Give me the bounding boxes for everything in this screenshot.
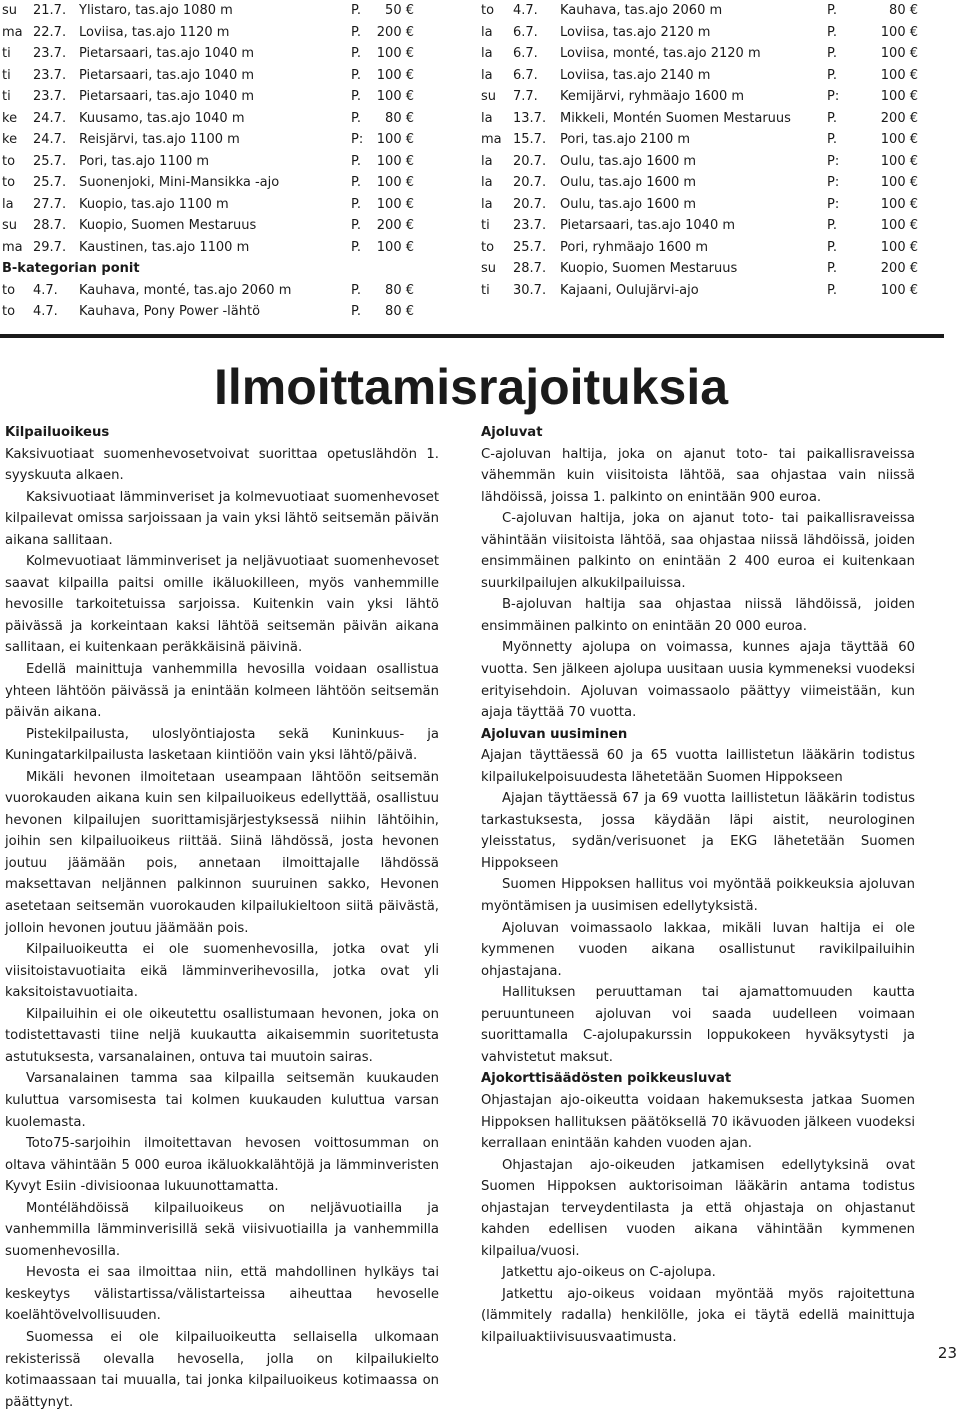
race-date: 25.7. (513, 239, 547, 255)
schedule-row (481, 258, 921, 280)
race-description: Pietarsaari, tas.ajo 1040 m (560, 218, 736, 233)
race-day: to (2, 304, 16, 319)
prize-prefix: P: (827, 196, 840, 212)
race-day: ti (2, 89, 11, 104)
prize-prefix: P: (351, 132, 364, 147)
prize-prefix: P: (827, 153, 840, 169)
paragraph: Kilpailuihin ei ole oikeutettu osallistumaan hevonen, joka on todistettavasti tiine neljä kuukautta aikaisemmin suoritetusta astutuksesta, varsanalainen, ontuva tai muutoin sairas. (5, 1006, 439, 1065)
race-date: 23.7. (513, 218, 547, 233)
prize-prefix: P. (351, 24, 361, 40)
race-description: Pietarsaari, tas.ajo 1040 m (79, 89, 255, 104)
paragraph: Jatkettu ajo-oikeus on C-ajolupa. (502, 1265, 716, 1281)
category-heading-text: B-kategorian ponit (2, 261, 140, 276)
race-day: la (481, 175, 493, 190)
section-heading: Kilpailuoikeus (5, 425, 110, 440)
prize-prefix: P. (827, 24, 837, 40)
race-day: su (2, 218, 18, 233)
prize-amount: 200 € (880, 261, 918, 276)
paragraph: Hallituksen peruuttaman tai ajamattomuuden kautta peruuntuneen ajoluvan voi saada uudelleen voimaan suorittamalla C-ajolupakurssin loppukokeen hyväksytysti ja vahvistetut maksut. (481, 985, 915, 1065)
schedule-row (2, 22, 422, 44)
paragraph: Kaksivuotiaat lämminveriset ja kolmevuotiaat suomenhevoset kilpailevat omissa sarjoissaan ja vain yksi lähtö seitsemän päivän aikana sallitaan. (5, 489, 439, 548)
race-date: 20.7. (513, 153, 547, 169)
race-day: la (481, 46, 493, 61)
schedule-row (481, 172, 921, 194)
schedule-row (481, 215, 921, 237)
race-date: 23.7. (33, 46, 67, 61)
prize-prefix: P. (827, 218, 837, 233)
race-day: ti (2, 46, 11, 61)
section-heading: Ajoluvat (481, 425, 543, 440)
prize-amount: 100 € (880, 24, 918, 40)
race-description: Kaustinen, tas.ajo 1100 m (79, 239, 250, 255)
prize-amount: 100 € (880, 153, 918, 169)
race-day: to (2, 282, 16, 298)
race-date: 22.7. (33, 24, 67, 40)
race-description: Kauhava, tas.ajo 2060 m (560, 3, 723, 18)
prize-prefix: P. (351, 89, 361, 104)
section-heading: Ajokorttisäädösten poikkeusluvat (481, 1071, 732, 1087)
race-description: Kauhava, monté, tas.ajo 2060 m (79, 282, 292, 298)
race-day: ti (481, 282, 490, 298)
race-description: Kuusamo, tas.ajo 1040 m (79, 110, 245, 126)
prize-amount: 100 € (376, 239, 414, 255)
paragraph: Ajajan täyttäessä 60 ja 65 vuotta laillistetun lääkärin todistus kilpailukelpoisuudesta lähetetään Suomen Hippokseen (481, 748, 915, 785)
schedule-left (2, 0, 422, 323)
paragraph: Toto75-sarjoihin ilmoitettavan hevosen voittosumman on oltava vähintään 5 000 euroa ikäluokkalähtöjä ja lämminveristen Kyvyt Esiin -divisioonaa lukuunottamatta. (5, 1136, 439, 1195)
section-divider (0, 334, 944, 338)
prize-amount: 200 € (376, 24, 414, 40)
race-day: la (481, 67, 493, 83)
race-day: su (481, 261, 497, 276)
race-description: Kuopio, Suomen Mestaruus (79, 218, 257, 233)
prize-amount: 100 € (376, 46, 414, 61)
race-description: Loviisa, tas.ajo 1120 m (79, 24, 230, 40)
prize-amount: 100 € (376, 67, 414, 83)
race-date: 15.7. (513, 132, 547, 147)
race-date: 25.7. (33, 153, 67, 169)
schedule-row (2, 108, 422, 130)
race-date: 20.7. (513, 196, 547, 212)
race-date: 6.7. (513, 67, 538, 83)
paragraph: Suomen Hippoksen hallitus voi myöntää poikkeuksia ajoluvan myöntämisen ja uusimisen edellytyksistä. (481, 877, 915, 915)
prize-prefix: P. (827, 132, 837, 147)
category-heading (2, 258, 422, 280)
paragraph: Ohjastajan ajo-oikeuden jatkamisen edellytyksinä ovat Suomen Hippoksen auktorisoiman lääkärin antama todistus ohjastajan terveydentilasta ja että ohjastaja on ohjastanut kahden edellisen vuoden aikana vähintään kymmenen kilpailua/vuosi. (481, 1157, 915, 1259)
race-description: Pietarsaari, tas.ajo 1040 m (79, 46, 255, 61)
article-column-right (481, 422, 915, 1349)
schedule-row (481, 65, 921, 87)
race-description: Kajaani, Oulujärvi-ajo (560, 282, 699, 298)
race-day: to (2, 153, 16, 169)
prize-amount: 100 € (880, 196, 918, 212)
prize-amount: 100 € (376, 89, 414, 104)
race-description: Ylistaro, tas.ajo 1080 m (79, 3, 233, 18)
race-day: ke (2, 132, 18, 147)
race-description: Kuopio, tas.ajo 1100 m (79, 196, 229, 212)
paragraph: Mikäli hevonen ilmoitetaan useampaan lähtöön seitsemän vuorokauden aikana kuin sen kilpailuoikeus edellyttää, osallistuu hevonen kilpailujen suorittamisjärjestyksessä niihin lähtöihin, joihin sen kilpailuoikeus riittää. Siinä lähdössä, josta hevonen joutuu jäämään pois, annetaan ilmoittajalle lähdössä maksettavan neljännen palkinnon suuruinen sakko, Hevonen asetetaan seitsemän vuorokauden kilpailukieltoon siitä päivästä, jolloin hevonen joutuu jäämään pois. (5, 769, 439, 936)
race-description: Loviisa, tas.ajo 2140 m (560, 67, 711, 83)
schedule-row (2, 172, 422, 194)
race-date: 6.7. (513, 24, 538, 40)
race-day: to (2, 175, 16, 190)
race-description: Loviisa, monté, tas.ajo 2120 m (560, 46, 761, 61)
race-description: Pori, ryhmäajo 1600 m (560, 239, 709, 255)
race-day: ma (2, 239, 23, 255)
page-number: 23 (937, 1344, 957, 1362)
race-description: Kuopio, Suomen Mestaruus (560, 261, 738, 276)
paragraph: Myönnetty ajolupa on voimassa, kunnes ajaja täyttää 60 vuotta. Sen jälkeen ajolupa uusitaan uusia kymmeneksi vuodeksi erityisehdoin. Ajoluvan voimassaolo päättyy viimeistään, kun ajaja täyttää 70 vuotta. (481, 640, 915, 721)
race-description: Kauhava, Pony Power -lähtö (79, 304, 261, 319)
schedule-row (481, 237, 921, 259)
race-date: 21.7. (33, 3, 67, 18)
prize-prefix: P. (827, 261, 837, 276)
race-description: Oulu, tas.ajo 1600 m (560, 153, 697, 169)
prize-amount: 100 € (880, 175, 918, 190)
race-date: 23.7. (33, 89, 67, 104)
prize-amount: 100 € (880, 282, 918, 298)
schedule-row (2, 0, 422, 22)
schedule-row (481, 0, 921, 22)
race-day: to (481, 3, 495, 18)
paragraph: Edellä mainittuja vanhemmilla hevosilla voidaan osallistua yhteen lähtöön päivässä ja enintään kolmeen lähtöön seitsemän päivän aikana. (5, 662, 439, 721)
prize-amount: 200 € (880, 110, 918, 126)
prize-amount: 100 € (376, 196, 414, 212)
prize-prefix: P. (827, 282, 837, 298)
section-heading: Ajoluvan uusiminen (481, 726, 628, 742)
schedule-row (481, 86, 921, 108)
schedule-row (2, 129, 422, 151)
race-description: Oulu, tas.ajo 1600 m (560, 196, 697, 212)
race-day: ma (2, 24, 23, 40)
race-description: Pietarsaari, tas.ajo 1040 m (79, 67, 255, 83)
race-day: la (481, 153, 493, 169)
prize-amount: 80 € (889, 3, 918, 18)
prize-prefix: P. (351, 110, 361, 126)
race-date: 27.7. (33, 196, 67, 212)
paragraph: Hevosta ei saa ilmoittaa niin, että mahdollinen hylkäys tai keskeytys välistartissa/välistarteissa aiheuttaa hevoselle koelähtövelvollisuuden. (5, 1265, 439, 1324)
schedule-row (2, 151, 422, 173)
schedule-row (481, 151, 921, 173)
prize-prefix: P. (351, 282, 361, 298)
paragraph: Suomessa ei ole kilpailuoikeutta sellaisella ulkomaan rekisterissä olevalla hevosella, jolla on kilpailukielto kotimaassaan tai muualla, tai jonka kilpailuoikeus kotimaassa on päättynyt. (5, 1329, 439, 1410)
article-title: Ilmoittamisrajoituksia (214, 359, 729, 415)
schedule-row (481, 280, 921, 302)
paragraph: Ajoluvan voimassaolo lakkaa, mikäli luvan haltija ei ole kymmenen vuoden aikana osallistunut ravikilpailuihin ohjastajana. (481, 920, 915, 979)
race-date: 20.7. (513, 175, 547, 190)
race-date: 4.7. (33, 282, 58, 298)
schedule-row (2, 301, 422, 323)
schedule-row (2, 280, 422, 302)
prize-amount: 200 € (376, 218, 414, 233)
prize-amount: 80 € (385, 304, 414, 319)
schedule-row (2, 194, 422, 216)
race-description: Mikkeli, Montén Suomen Mestaruus (560, 110, 791, 126)
prize-prefix: P. (827, 46, 837, 61)
race-date: 28.7. (33, 218, 67, 233)
prize-prefix: P. (351, 175, 361, 190)
race-date: 24.7. (33, 110, 67, 126)
prize-prefix: P. (351, 239, 361, 255)
race-day: su (2, 3, 18, 18)
prize-amount: 100 € (880, 46, 918, 61)
prize-prefix: P. (351, 304, 361, 319)
schedule-row (481, 22, 921, 44)
race-day: to (481, 239, 495, 255)
paragraph: Pistekilpailusta, uloslyöntiajosta sekä Kuninkuus- ja Kuningatarkilpailusta lasketaan kiintiöön vain yksi lähtö/päivä. (5, 726, 439, 764)
prize-amount: 100 € (880, 239, 918, 255)
race-description: Pori, tas.ajo 1100 m (79, 153, 210, 169)
prize-prefix: P. (351, 218, 361, 233)
race-day: su (481, 89, 497, 104)
schedule-row (2, 237, 422, 259)
race-day: la (2, 196, 14, 212)
race-date: 28.7. (513, 261, 547, 276)
prize-amount: 50 € (385, 3, 414, 18)
race-date: 25.7. (33, 175, 67, 190)
schedule-row (2, 215, 422, 237)
race-description: Oulu, tas.ajo 1600 m (560, 175, 697, 190)
article-column-left (5, 422, 439, 1413)
paragraph: C-ajoluvan haltija, joka on ajanut toto- tai paikallisraveissa vähintään viisitoista lähtöä, saa ohjastaa niissä lähdöissä, joiden ensimmäinen palkinto on enintään 2 400 euroa ei kuitenkaan suurkilpailujen alkukilpailuissa. (481, 511, 915, 591)
race-date: 23.7. (33, 67, 67, 83)
schedule-right (481, 0, 921, 301)
paragraph: Kaksivuotiaat suomenhevosetvoivat suorittaa opetuslähdön 1. syyskuuta alkaen. (5, 446, 439, 484)
prize-amount: 100 € (880, 89, 918, 104)
schedule-row (2, 65, 422, 87)
race-day: ti (481, 218, 490, 233)
prize-amount: 100 € (376, 175, 414, 190)
race-description: Reisjärvi, tas.ajo 1100 m (79, 132, 240, 147)
prize-amount: 100 € (880, 218, 918, 233)
race-date: 29.7. (33, 239, 67, 255)
prize-prefix: P. (827, 3, 837, 18)
race-date: 13.7. (513, 110, 547, 126)
prize-prefix: P. (351, 196, 361, 212)
race-date: 6.7. (513, 46, 538, 61)
race-day: la (481, 24, 493, 40)
schedule-row (481, 43, 921, 65)
prize-prefix: P. (351, 3, 361, 18)
prize-prefix: P. (827, 239, 837, 255)
paragraph: Ohjastajan ajo-oikeutta voidaan hakemuksesta jatkaa Suomen Hippoksen hallituksen päätöksellä 70 ikävuoden jälkeen vuodeksi kerrallaan enintään kahden vuoden ajan. (481, 1092, 915, 1152)
race-date: 4.7. (33, 304, 58, 319)
race-description: Suonenjoki, Mini-Mansikka -ajo (79, 175, 280, 190)
prize-prefix: P. (827, 110, 837, 126)
prize-amount: 80 € (385, 282, 414, 298)
race-day: ke (2, 110, 18, 126)
prize-amount: 80 € (385, 110, 414, 126)
prize-prefix: P. (351, 46, 361, 61)
race-day: la (481, 110, 493, 126)
race-date: 30.7. (513, 282, 547, 298)
race-description: Loviisa, tas.ajo 2120 m (560, 24, 711, 40)
race-date: 4.7. (513, 3, 538, 18)
prize-prefix: P. (827, 67, 837, 83)
paragraph: Kolmevuotiaat lämminveriset ja neljävuotiaat suomenhevoset saavat kilpailla paitsi omille ikäluokilleen, myös vanhemmille hevosille tarkoitetuissa sarjoissa. Kuitenkin vain yksi lähtö päivässä ja korkeintaan kaksi lähtöä seitsemän päivän aikana sallitaan, ei kuitenkaan peräkkäisinä päivinä. (5, 554, 439, 656)
prize-amount: 100 € (376, 153, 414, 169)
paragraph: Jatkettu ajo-oikeus voidaan myöntää myös rajoitettuna (lämmitely radalla) henkilölle, joka ei täytä edellä mainittuja kilpailuaktiivisuusvaatimusta. (481, 1286, 915, 1345)
schedule-row (481, 194, 921, 216)
paragraph: Montélähdöissä kilpailuoikeus on neljävuotiailla ja vanhemmilla lämminverisillä sekä viisivuotiailla ja vanhemmilla suomenhevosilla. (5, 1200, 439, 1259)
prize-amount: 100 € (880, 132, 918, 147)
prize-prefix: P. (351, 67, 361, 83)
race-day: ti (2, 67, 11, 83)
paragraph: B-ajoluvan haltija saa ohjastaa niissä lähdöissä, joiden ensimmäinen palkinto on enintään 20 000 euroa. (481, 597, 915, 634)
race-description: Pori, tas.ajo 2100 m (560, 132, 691, 147)
schedule-row (2, 43, 422, 65)
race-description: Kemijärvi, ryhmäajo 1600 m (560, 89, 745, 104)
prize-amount: 100 € (880, 67, 918, 83)
prize-prefix: P: (827, 175, 840, 190)
paragraph: Varsanalainen tamma saa kilpailla seitsemän kuukauden kuluttua varsomisesta tai kolmen kuukauden kuluttua varsan kuolemasta. (5, 1071, 439, 1130)
prize-prefix: P: (827, 89, 840, 104)
paragraph: C-ajoluvan haltija, joka on ajanut toto- tai paikallisraveissa vähemmän kuin viisitoista lähtöä, saa ohjastaa vain niissä lähdöissä, joissa 1. palkinto on enintään 900 euroa. (481, 446, 915, 505)
prize-amount: 100 € (376, 132, 414, 147)
race-day: ma (481, 132, 502, 147)
race-day: la (481, 196, 493, 212)
paragraph: Kilpailuoikeutta ei ole suomenhevosilla, jotka ovat yli viisitoistavuotiaita eikä lämminverihevosilla, jotka ovat yli kaksitoistavuotiaita. (5, 942, 439, 1001)
schedule-row (481, 129, 921, 151)
schedule-row (481, 108, 921, 130)
race-date: 24.7. (33, 132, 67, 147)
paragraph: Ajajan täyttäessä 67 ja 69 vuotta laillistetun lääkärin todistus tarkastuksesta, jossa käydään läpi aistit, neurologinen yleisstatus, sydän/verisuonet ja EKG lähetetään Suomen Hippokseen (481, 791, 915, 871)
prize-prefix: P. (351, 153, 361, 169)
race-date: 7.7. (513, 89, 538, 104)
schedule-row (2, 86, 422, 108)
